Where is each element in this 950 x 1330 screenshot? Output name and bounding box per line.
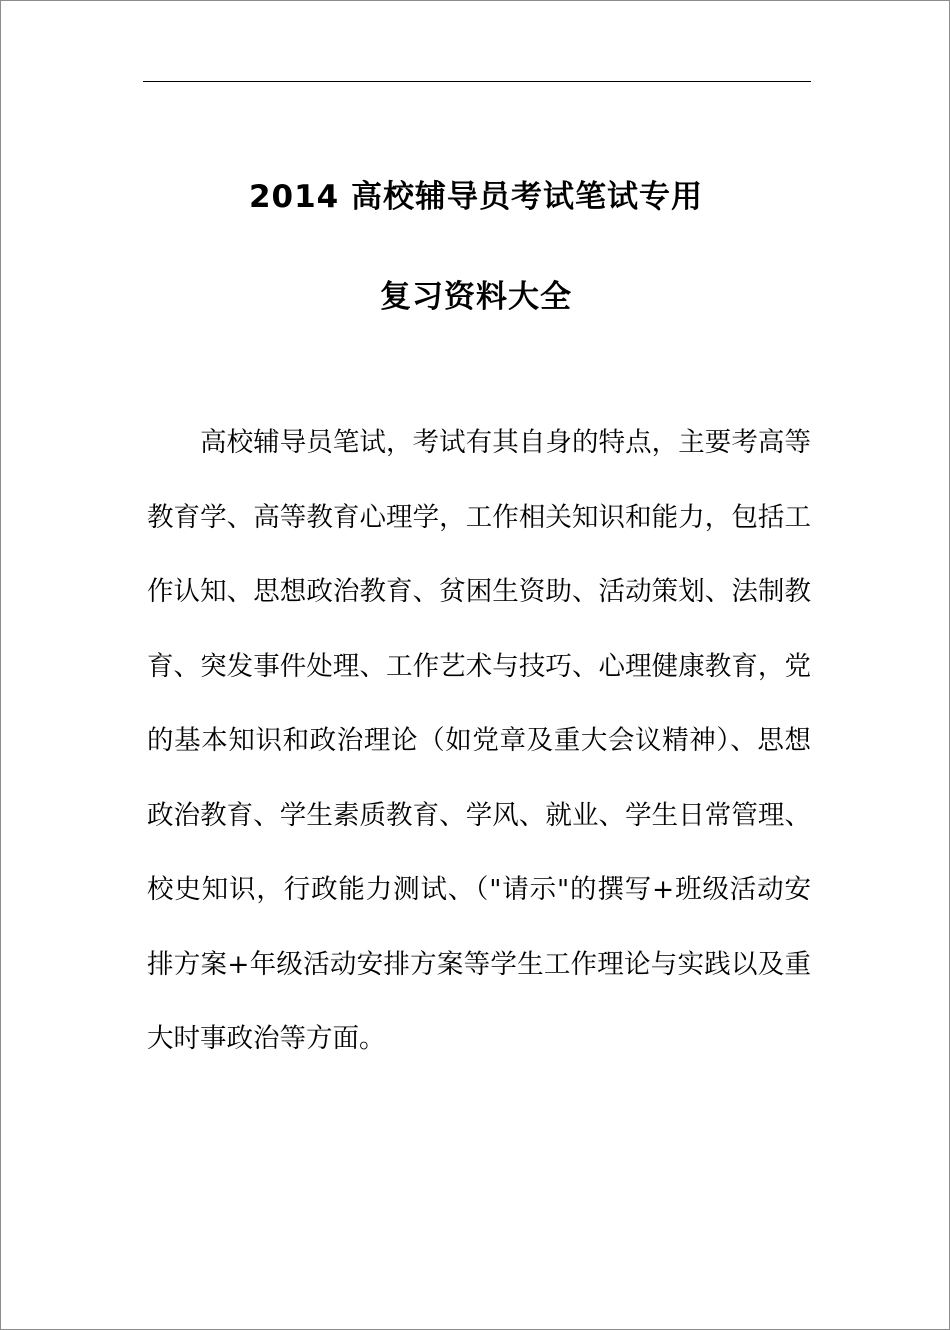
body-paragraph: 高校辅导员笔试，考试有其自身的特点，主要考高等教育学、高等教育心理学，工作相关知识和能力，包括工作认知、思想政治教育、贫困生资助、活动策划、法制教育、突发事件处理、工作艺术与技巧、心理健康教育，党的基本知识和政治理论（如党章及重大会议精神）、思想政治教育、学生素质教育、学风、就业、学生日常管理、校史知识，行政能力测试、（"请示"的撰写+班级活动安排方案+年级活动安排方案等学生工作理论与实践以及重大时事政治等方面。 <box>147 427 811 1054</box>
header-rule <box>143 81 811 82</box>
document-subtitle: 复习资料大全 <box>380 279 572 315</box>
document-title: 2014 高校辅导员考试笔试专用 <box>248 179 704 215</box>
